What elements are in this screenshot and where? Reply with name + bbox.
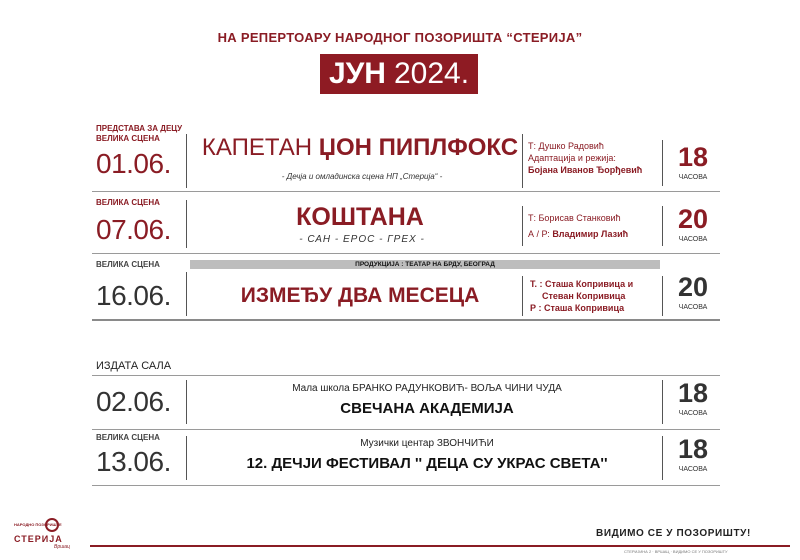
show-title: КАПЕТАН ЏОН ПИПЛФОКС	[201, 134, 519, 161]
event-hour: 18	[677, 434, 709, 464]
show-tagline: - САН - ЕРОС - ГРЕХ -	[299, 234, 425, 245]
show-venue: ВЕЛИКА СЦЕНА	[96, 260, 160, 269]
divider	[662, 436, 663, 480]
month-banner	[320, 54, 478, 94]
show-title: КОШТАНА	[296, 203, 424, 231]
row-rule	[92, 319, 720, 321]
event-date: 13.06.	[96, 446, 171, 477]
divider	[186, 380, 187, 424]
event-title: СВЕЧАНА АКАДЕМИЈА	[340, 400, 514, 417]
divider	[662, 206, 663, 246]
event-title: 12. ДЕЧЈИ ФЕСТИВАЛ '' ДЕЦА СУ УКРАС СВЕТА''	[246, 455, 608, 472]
divider	[522, 206, 523, 246]
show-hour: 20	[677, 272, 709, 302]
row-rule	[92, 485, 720, 486]
divider	[186, 272, 187, 316]
show-credits: Т. : Сташа Копривица и Стеван Копривица Р : Сташа Копривица	[530, 279, 634, 313]
show-title: ИЗМЕЂУ ДВА МЕСЕЦА	[240, 284, 480, 307]
theatre-logo	[14, 518, 92, 550]
divider	[662, 140, 663, 186]
event-hour: 18	[677, 378, 709, 408]
event-organizer: Музички центар ЗВОНЧИЋИ	[360, 438, 494, 449]
divider	[662, 276, 663, 316]
hour-label: ЧАСОВА	[678, 410, 708, 417]
year: 2024.	[393, 57, 470, 90]
row-rule	[92, 253, 720, 254]
divider	[522, 276, 523, 316]
footer-slogan: ВИДИМО СЕ У ПОЗОРИШТУ!	[596, 528, 751, 539]
footer-rule	[90, 545, 790, 547]
row-rule	[92, 375, 720, 376]
divider	[186, 134, 187, 188]
hour-label: ЧАСОВА	[678, 304, 708, 311]
show-credits: Т: Душко Радовић Адаптација и режија: Бојана Иванов Ђорђевић	[528, 141, 643, 175]
month-name: ЈУН	[328, 57, 386, 90]
row-rule	[92, 191, 720, 192]
show-date: 16.06.	[96, 280, 171, 311]
show-venue: ВЕЛИКА СЦЕНА	[96, 198, 160, 207]
section-label: ИЗДАТА САЛА	[96, 360, 172, 372]
footer-fineprint: СТЕРИЈИНА 2 · ВРШАЦ · ВИДИМО СЕ У ПОЗОРИШТУ	[624, 549, 728, 554]
show-date: 07.06.	[96, 214, 171, 245]
hour-label: ЧАСОВА	[678, 174, 708, 181]
repertoire-heading: НА РЕПЕРТОАРУ НАРОДНОГ ПОЗОРИШТА “СТЕРИЈА”	[217, 30, 583, 45]
show-venue: ПРЕДСТАВА ЗА ДЕЦУ ВЕЛИКА СЦЕНА	[96, 124, 183, 143]
show-hour: 18	[677, 142, 709, 172]
logo-city: Вршац	[54, 544, 70, 550]
show-hour: 20	[677, 204, 709, 234]
divider	[662, 380, 663, 424]
divider	[522, 134, 523, 188]
production-band: ПРОДУКЦИЈА : ТЕАТАР НА БРДУ, БЕОГРАД	[190, 260, 660, 269]
row-rule	[92, 429, 720, 430]
hour-label: ЧАСОВА	[678, 236, 708, 243]
event-organizer: Мала школа БРАНКО РАДУНКОВИЋ- ВОЉА ЧИНИ ЧУДА	[292, 383, 562, 394]
logo-name: СТЕРИЈА	[14, 534, 63, 544]
show-credits: Т: Борисав Станковић А / Р: Владимир Лазић	[528, 213, 629, 239]
hour-label: ЧАСОВА	[678, 466, 708, 473]
show-note: - Дечја и омладинска сцена НП „Стерија“ -	[281, 172, 443, 181]
event-venue: ВЕЛИКА СЦЕНА	[96, 433, 160, 442]
divider	[186, 200, 187, 248]
logo-top-text: НАРОДНО ПОЗОРИШТЕ	[14, 522, 62, 527]
event-date: 02.06.	[96, 386, 171, 417]
divider	[186, 436, 187, 480]
show-date: 01.06.	[96, 148, 171, 179]
